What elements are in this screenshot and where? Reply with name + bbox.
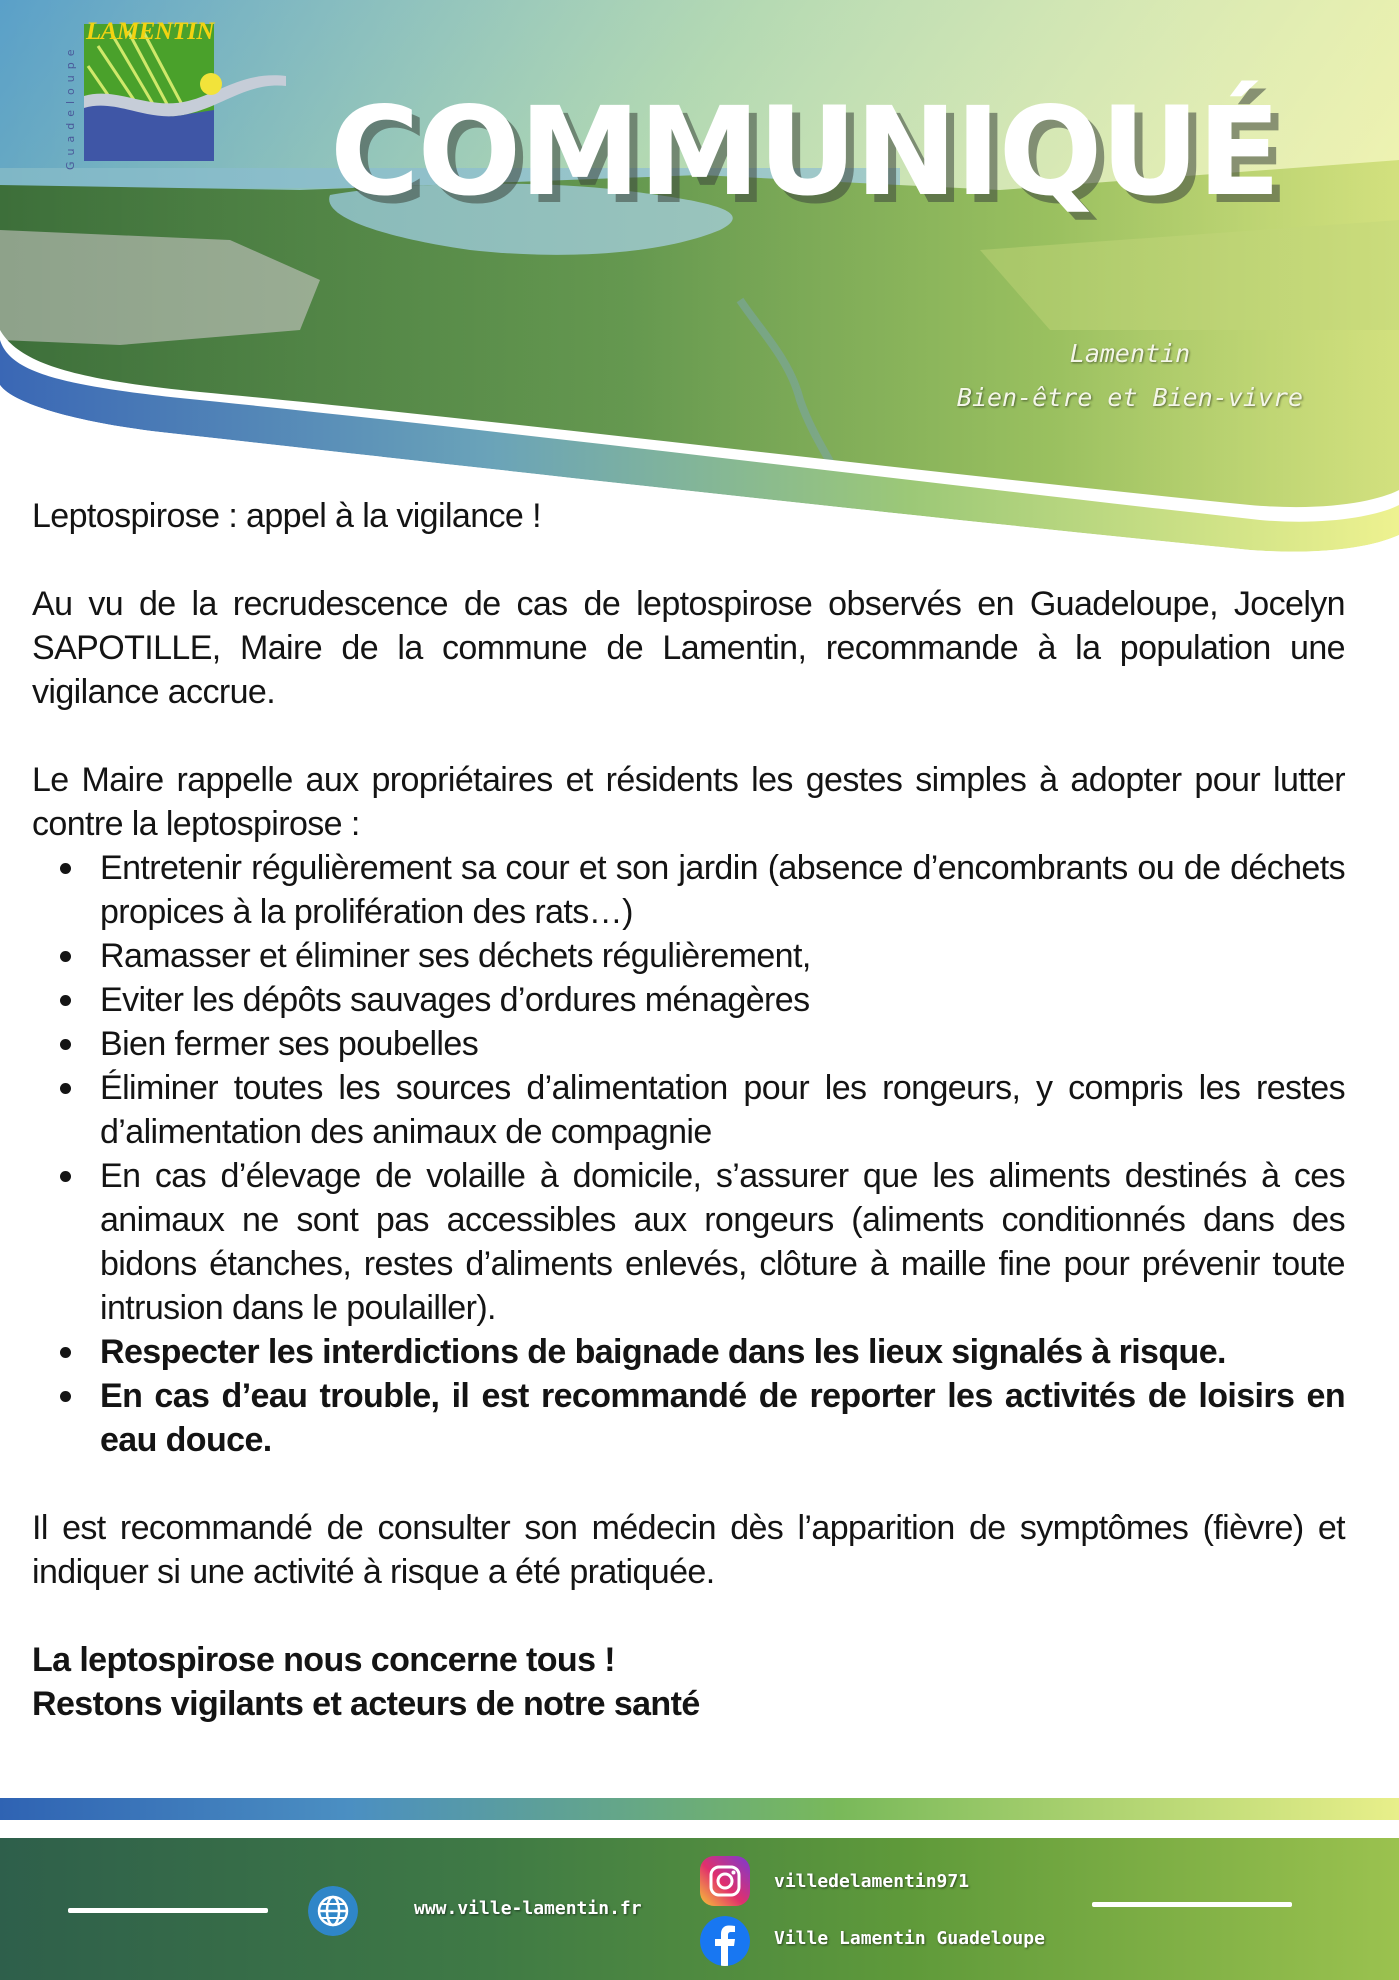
list-item-text: Respecter les interdictions de baignade dans les lieux signalés à risque. [100,1333,1226,1371]
recommendations-list [32,846,1345,1462]
list-item-text: Éliminer toutes les sources d’alimentation pour les rongeurs, y compris les restes d’alimentation des animaux de compagnie [100,1069,1345,1151]
footer-divider-right [1092,1902,1292,1907]
bullet-icon [60,1039,71,1050]
list-item [100,1154,1345,1330]
facebook-page[interactable]: Ville Lamentin Guadeloupe [774,1928,1045,1949]
instagram-handle[interactable]: villedelamentin971 [774,1871,970,1892]
page-title: COMMUNIQUÉ [330,81,1279,223]
slogan-line-1: Lamentin [1069,339,1191,368]
footer [0,1838,1399,1980]
list-item [100,1066,1345,1154]
list-item-text: Ramasser et éliminer ses déchets régulièrement, [100,937,811,975]
list-item [100,1022,1345,1066]
slogan-line-2: Bien-être et Bien-vivre [956,383,1304,412]
communique-body [32,494,1345,1726]
globe-icon [308,1886,358,1936]
footer-gradient-stripe [0,1798,1399,1820]
bullet-icon [60,1083,71,1094]
logo-wordmark: LAMENTIN [86,18,214,45]
list-item-text: En cas d’élevage de volaille à domicile, s’assurer que les aliments destinés à ces animaux ne sont pas accessibles aux rongeurs (aliments conditionnés dans des bidons étanches, restes d’aliments enlevés, clôture à maille fine pour prévenir toute intrusion dans le poulailler). [100,1157,1345,1327]
list-item-bold [100,1330,1345,1374]
header-banner [0,0,1399,560]
advice-paragraph: Il est recommandé de consulter son médecin dès l’apparition de symptômes (fièvre) et indiquer si une activité à risque a été pratiquée. [32,1509,1345,1591]
bullet-icon [60,1347,71,1358]
bullet-icon [60,995,71,1006]
communique-heading: Leptospirose : appel à la vigilance ! [32,497,541,535]
slogan [940,332,1320,420]
bullet-icon [60,951,71,962]
logo-subtext: Guadeloupe [64,43,77,170]
list-item-text: En cas d’eau trouble, il est recommandé de reporter les activités de loisirs en eau douce. [100,1377,1345,1459]
list-item [100,978,1345,1022]
list-intro: Le Maire rappelle aux propriétaires et résidents les gestes simples à adopter pour lutter contre la leptospirose : [32,761,1345,843]
list-item-text: Eviter les dépôts sauvages d’ordures ménagères [100,981,810,1019]
list-item-text: Bien fermer ses poubelles [100,1025,479,1063]
instagram-icon[interactable] [700,1856,750,1906]
facebook-icon[interactable] [700,1916,750,1966]
bullet-icon [60,1171,71,1182]
bullet-icon [60,863,71,874]
list-item-bold [100,1374,1345,1462]
intro-paragraph: Au vu de la recrudescence de cas de leptospirose observés en Guadeloupe, Jocelyn SAPOTILLE, Maire de la commune de Lamentin, recommande à la population une vigilance accrue. [32,585,1345,711]
footer-divider-left [68,1908,268,1913]
closing-line-1: La leptospirose nous concerne tous ! [32,1641,615,1679]
list-item-text: Entretenir régulièrement sa cour et son jardin (absence d’encombrants ou de déchets propices à la prolifération des rats…) [100,849,1345,931]
list-item [100,846,1345,934]
bullet-icon [60,1391,71,1402]
closing-line-2: Restons vigilants et acteurs de notre santé [32,1685,700,1723]
website-link[interactable]: www.ville-lamentin.fr [414,1898,642,1919]
list-item [100,934,1345,978]
